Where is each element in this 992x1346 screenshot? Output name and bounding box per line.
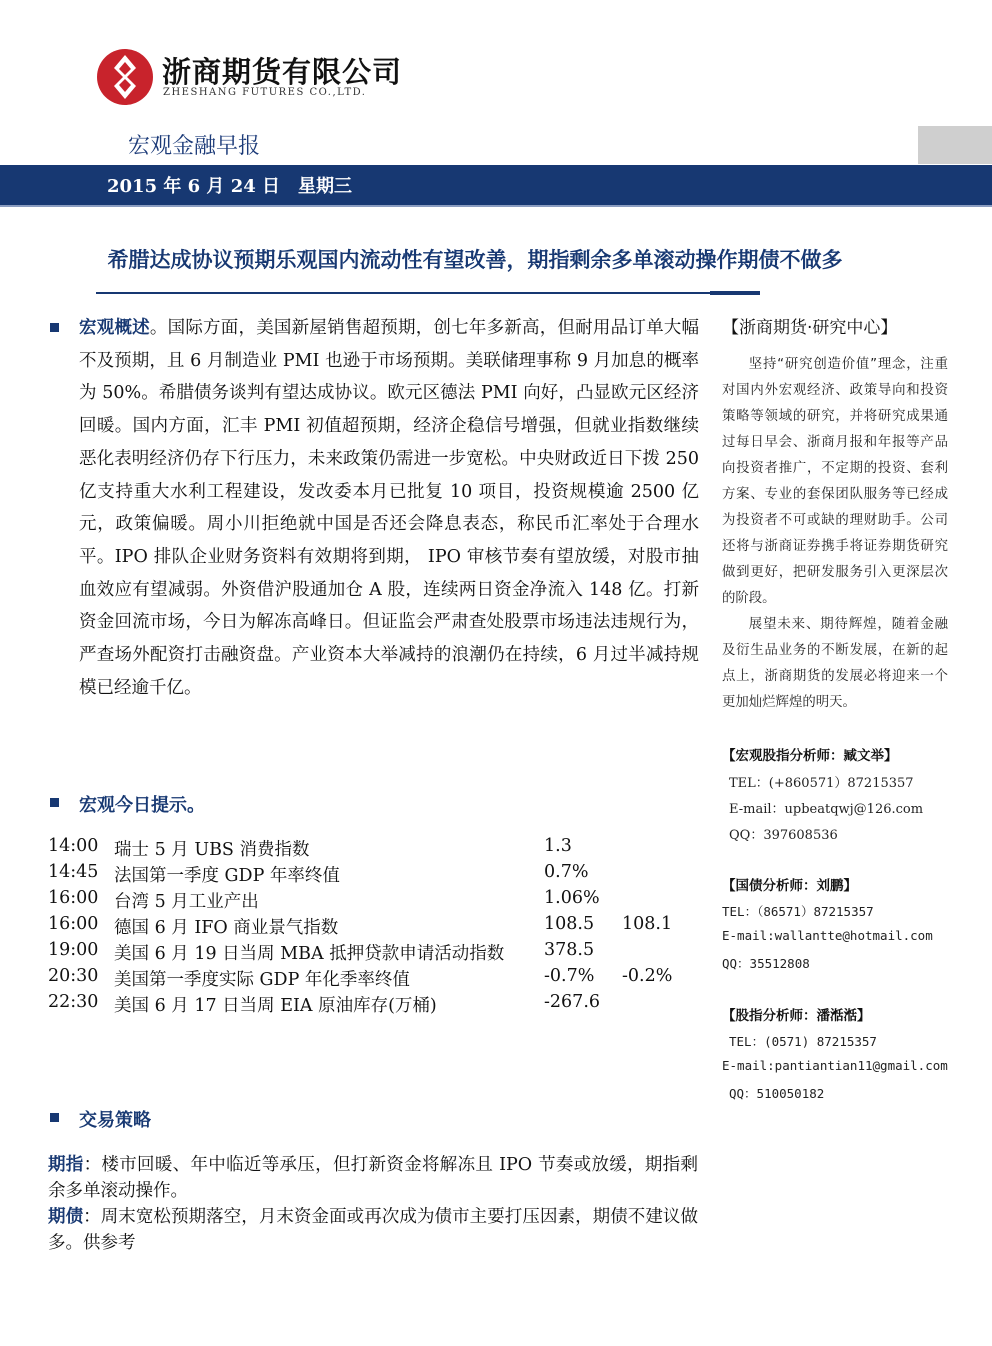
calendar-value: 0.7%	[544, 862, 589, 882]
calendar-event: 台湾 5 月工业产出	[114, 892, 259, 912]
headline-divider	[96, 292, 710, 294]
calendar-section-title: 宏观今日提示。	[79, 795, 205, 816]
calendar-event: 法国第一季度 GDP 年率终值	[114, 866, 340, 886]
calendar-event: 美国第一季度实际 GDP 年化季率终值	[114, 970, 410, 990]
macro-overview-text: 。国际方面，美国新屋销售超预期，创七年多新高，但耐用品订单大幅不及预期，且 6 月制造业 PMI 也逊于市场预期。美联储理事称 9 月加息的概率为 50%。希腊债务谈判有望达成协议。欧元区德法 PMI 向好，凸显欧元区经济回暖。国内方面，汇丰 PMI 初值超预期，经济企稳信号增强，但就业指数继续恶化表明经济仍存下行压力，未来政策仍需进一步宽松。中央财政近日下拨 250 亿支持重大水利工程建设，发改委本月已批复 10 项目，投资规模逾 2500 亿元，政策偏暖。周小川拒绝就中国是否还会降息表态，称民币汇率处于合理水平。IPO 排队企业财务资料有效期将到期， IPO 审核节奏有望放缓，对股市抽血效应有望减弱。外资借沪股通加仓 A 股，连续两日资金净流入 148 亿。打新资金回流市场，今日为解冻高峰日。但证监会严肃查处股票市场违法违规行为，严查场外配资打击融资盘。产业资本大举减持的浪潮仍在持续，6 月过半减持规模已经逾千亿。	[79, 318, 700, 698]
research-center-title: 【浙商期货·研究中心】	[722, 318, 898, 338]
header-gray-block	[918, 126, 992, 164]
analyst-email: E-mail：upbeatqwj@126.com	[729, 802, 924, 817]
report-type-title: 宏观金融早报	[128, 134, 261, 159]
analyst-tel: TEL：(+860571）87215357	[729, 776, 914, 791]
analyst-qq: QQ：397608536	[729, 828, 838, 843]
calendar-event: 德国 6 月 IFO 商业景气指数	[114, 918, 339, 938]
strategy-treasury-futures: 期债：周末宽松预期落空，月末资金面或再次成为债市主要打压因素，期债不建议做多。供参考	[48, 1207, 698, 1253]
bullet-square-icon	[50, 323, 59, 332]
report-headline: 希腊达成协议预期乐观国内流动性有望改善，期指剩余多单滚动操作期债不做多	[107, 248, 843, 272]
calendar-event: 美国 6 月 19 日当周 MBA 抵押贷款申请活动指数	[114, 944, 505, 964]
analyst-tel: TEL：(0571) 87215357	[729, 1034, 877, 1049]
bullet-square-icon	[50, 1113, 59, 1122]
calendar-value: 1.3	[544, 836, 572, 856]
headline-divider-accent	[710, 291, 760, 295]
calendar-time: 22:30	[48, 992, 99, 1012]
company-logo-icon	[96, 48, 154, 106]
report-date: 2015 年 6 月 24 日 星期三	[107, 176, 353, 197]
calendar-event: 瑞士 5 月 UBS 消费指数	[114, 840, 310, 860]
company-name-cn: 浙商期货有限公司	[162, 55, 403, 89]
calendar-value: 1.06%	[544, 888, 600, 908]
calendar-previous-value: 108.1	[622, 914, 673, 934]
bullet-square-icon	[50, 798, 59, 807]
calendar-time: 14:45	[48, 862, 99, 882]
calendar-value: 108.5	[544, 914, 595, 934]
calendar-time: 20:30	[48, 966, 99, 986]
analyst-name: 【股指分析师：潘湉湉】	[722, 1008, 871, 1024]
macro-overview-paragraph	[79, 312, 699, 704]
calendar-value: -0.7%	[544, 966, 595, 986]
analyst-email: E-mail:wallantte@hotmail.com	[722, 928, 933, 943]
analyst-tel: TEL：（86571）87215357	[722, 904, 874, 919]
calendar-time: 19:00	[48, 940, 99, 960]
calendar-time: 16:00	[48, 914, 99, 934]
research-center-intro: 坚持“研究创造价值”理念，注重对国内外宏观经济、政策导向和投资策略等领域的研究，并将研究成果通过每日早会、浙商月报和年报等产品向投资者推广，不定期的投资、套利方案、专业的套保团队服务等已经成为投资者不可或缺的理财助手。公司还将与浙商证券携手将证券期货研究做到更好，把研发服务引入更深层次的阶段。	[722, 357, 948, 606]
analyst-qq: QQ：35512808	[722, 956, 810, 971]
analyst-name: 【宏观股指分析师：臧文举】	[722, 748, 898, 764]
strategy-section-title: 交易策略	[79, 1110, 151, 1131]
calendar-time: 16:00	[48, 888, 99, 908]
macro-overview-lead: 宏观概述	[79, 318, 150, 338]
analyst-email: E-mail:pantiantian11@gmail.com	[722, 1058, 948, 1073]
calendar-event: 美国 6 月 17 日当周 EIA 原油库存(万桶)	[114, 996, 437, 1016]
calendar-value: -267.6	[544, 992, 601, 1012]
calendar-value: 378.5	[544, 940, 595, 960]
company-name-en: ZHESHANG FUTURES CO.,LTD.	[163, 87, 367, 98]
analyst-name: 【国债分析师：刘鹏】	[722, 878, 857, 894]
calendar-time: 14:00	[48, 836, 99, 856]
analyst-qq: QQ：510050182	[729, 1086, 825, 1101]
research-center-outlook: 展望未来、期待辉煌，随着金融及衍生品业务的不断发展，在新的起点上，浙商期货的发展必将迎来一个更加灿烂辉煌的明天。	[722, 617, 948, 710]
strategy-futures-index: 期指：楼市回暖、年中临近等承压，但打新资金将解冻且 IPO 节奏或放缓，期指剩余多单滚动操作。	[48, 1155, 698, 1201]
calendar-previous-value: -0.2%	[622, 966, 673, 986]
